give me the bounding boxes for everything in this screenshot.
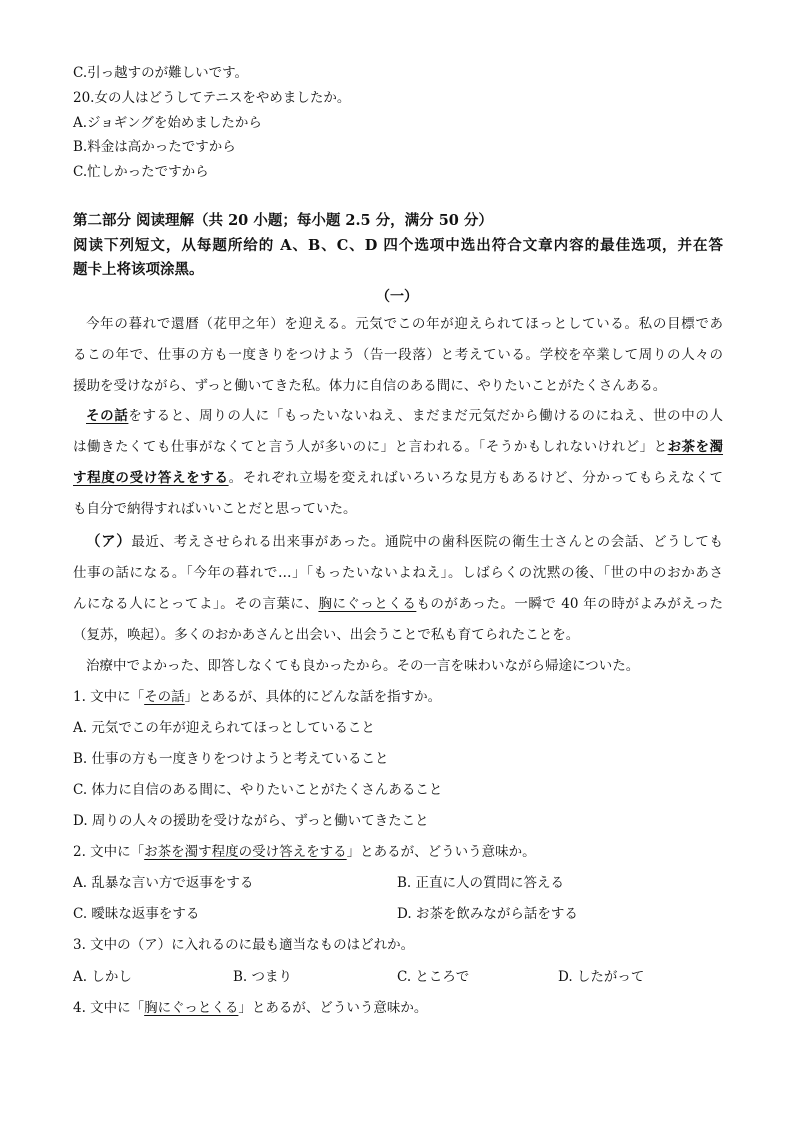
- q3-option-c: C. ところで: [397, 969, 470, 985]
- q1-option-a: A. 元気でこの年が迎えられてほっとしていること: [73, 720, 375, 736]
- passage-p3-line1: （ア）最近、考えさせられる出来事があった。通院中の歯科医院の衛生士さんとの会話、どうしても: [86, 533, 724, 550]
- section-instructions: 阅读下列短文，从每题所给的 A、B、C、D 四个选项中选出符合文章内容的最佳选项，并在答: [73, 237, 723, 254]
- question-1: 1. 文中に「その話」とあるが、具体的にどんな話を指すか。: [73, 689, 442, 705]
- listening-q20-option-b: B.料金は高かったですから: [73, 139, 236, 155]
- question-4: 4. 文中に「胸にぐっとくる」とあるが、どういう意味か。: [73, 1000, 428, 1016]
- passage-p2-line3: す程度の受け答えをする。それぞれ立場を変えればいろいろな見方もあるけど、分かってもらえなくて: [73, 470, 724, 486]
- passage-p3-line3: んになる人にとってよ」。その言葉に、胸にぐっとくるものがあった。一瞬で 40 年の時がよみがえった: [73, 596, 723, 612]
- question-2: 2. 文中に「お茶を濁す程度の受け答えをする」とあるが、どういう意味か。: [73, 844, 536, 860]
- passage-p2-line1: その話をすると、周りの人に「もったいないねえ、まだまだ元気だから働けるのにねえ、世の中の人: [86, 408, 723, 424]
- q3-option-b: B. つまり: [233, 969, 293, 985]
- passage-p2-line2: は働きたくても仕事がなくてと言う人が多いのに」と言われる。「そうかもしれないけれど」とお茶を濁: [73, 439, 724, 455]
- underlined-sono-hanashi: その話: [86, 408, 129, 424]
- q3-option-a: A. しかし: [73, 969, 132, 985]
- listening-q20-option-a: A.ジョギングを始めましたから: [73, 115, 262, 131]
- passage-number: （一）: [376, 289, 418, 305]
- listening-q20-option-c: C.忙しかったですから: [73, 164, 209, 180]
- section-instructions-cont: 题卡上将该项涂黑。: [73, 261, 204, 278]
- q2-option-b: B. 正直に人の質問に答える: [397, 875, 565, 891]
- underlined-mune-ni-gutto-kuru: 胸にぐっとくる: [318, 596, 417, 612]
- section-title: 第二部分 阅读理解（共 20 小题；每小题 2.5 分，满分 50 分）: [73, 212, 493, 229]
- q2-option-a: A. 乱暴な言い方で返事をする: [73, 875, 254, 891]
- q1-option-d: D. 周りの人々の援助を受けながら、ずっと働いてきたこと: [73, 813, 429, 829]
- passage-p2-line4: も自分で納得すればいいことだと思っていた。: [73, 501, 357, 517]
- underlined-ocha-wo-nigosu-cont: す程度の受け答えをする: [73, 470, 229, 486]
- underlined-ocha-wo-nigosu: お茶を濁: [667, 439, 724, 455]
- passage-p3-line2: 仕事の話になる。「今年の暮れで…」「もったいないよねえ」。しばらくの沈黙の後、「世の中のおかあさ: [73, 565, 723, 581]
- q1-option-c: C. 体力に自信のある間に、やりたいことがたくさんあること: [73, 782, 443, 798]
- passage-p1-line1: 今年の暮れで還暦（花甲之年）を迎える。元気でこの年が迎えられてほっとしている。私の目標であ: [86, 316, 723, 332]
- q1-option-b: B. 仕事の方も一度きりをつけようと考えていること: [73, 751, 389, 767]
- q2-option-d: D. お茶を飲みながら話をする: [397, 906, 578, 922]
- question-3: 3. 文中の（ア）に入れるのに最も適当なものはどれか。: [73, 937, 415, 953]
- passage-p1-line3: 援助を受けながら、ずっと働いてきた私。体力に自信のある間に、やりたいことがたくさんある。: [73, 378, 667, 394]
- q2-option-c: C. 曖昧な返事をする: [73, 906, 200, 922]
- listening-option-c: C.引っ越すのが難しいです。: [73, 65, 249, 81]
- passage-p3-line4: （复苏，唤起）。多くのおかあさんと出会い、出会うことで私も育てられたことを。: [73, 627, 580, 643]
- passage-p1-line2: るこの年で、仕事の方も一度きりをつけよう（告一段落）と考えている。学校を卒業して周りの人々の: [73, 347, 723, 363]
- listening-question-20: 20.女の人はどうしてテニスをやめましたか。: [73, 90, 351, 106]
- passage-p4: 治療中でよかった、即答しなくても良かったから。その一言を味わいながら帰途についた。: [86, 658, 640, 674]
- blank-a: （ア）: [86, 533, 132, 550]
- q3-option-d: D. したがって: [558, 969, 645, 985]
